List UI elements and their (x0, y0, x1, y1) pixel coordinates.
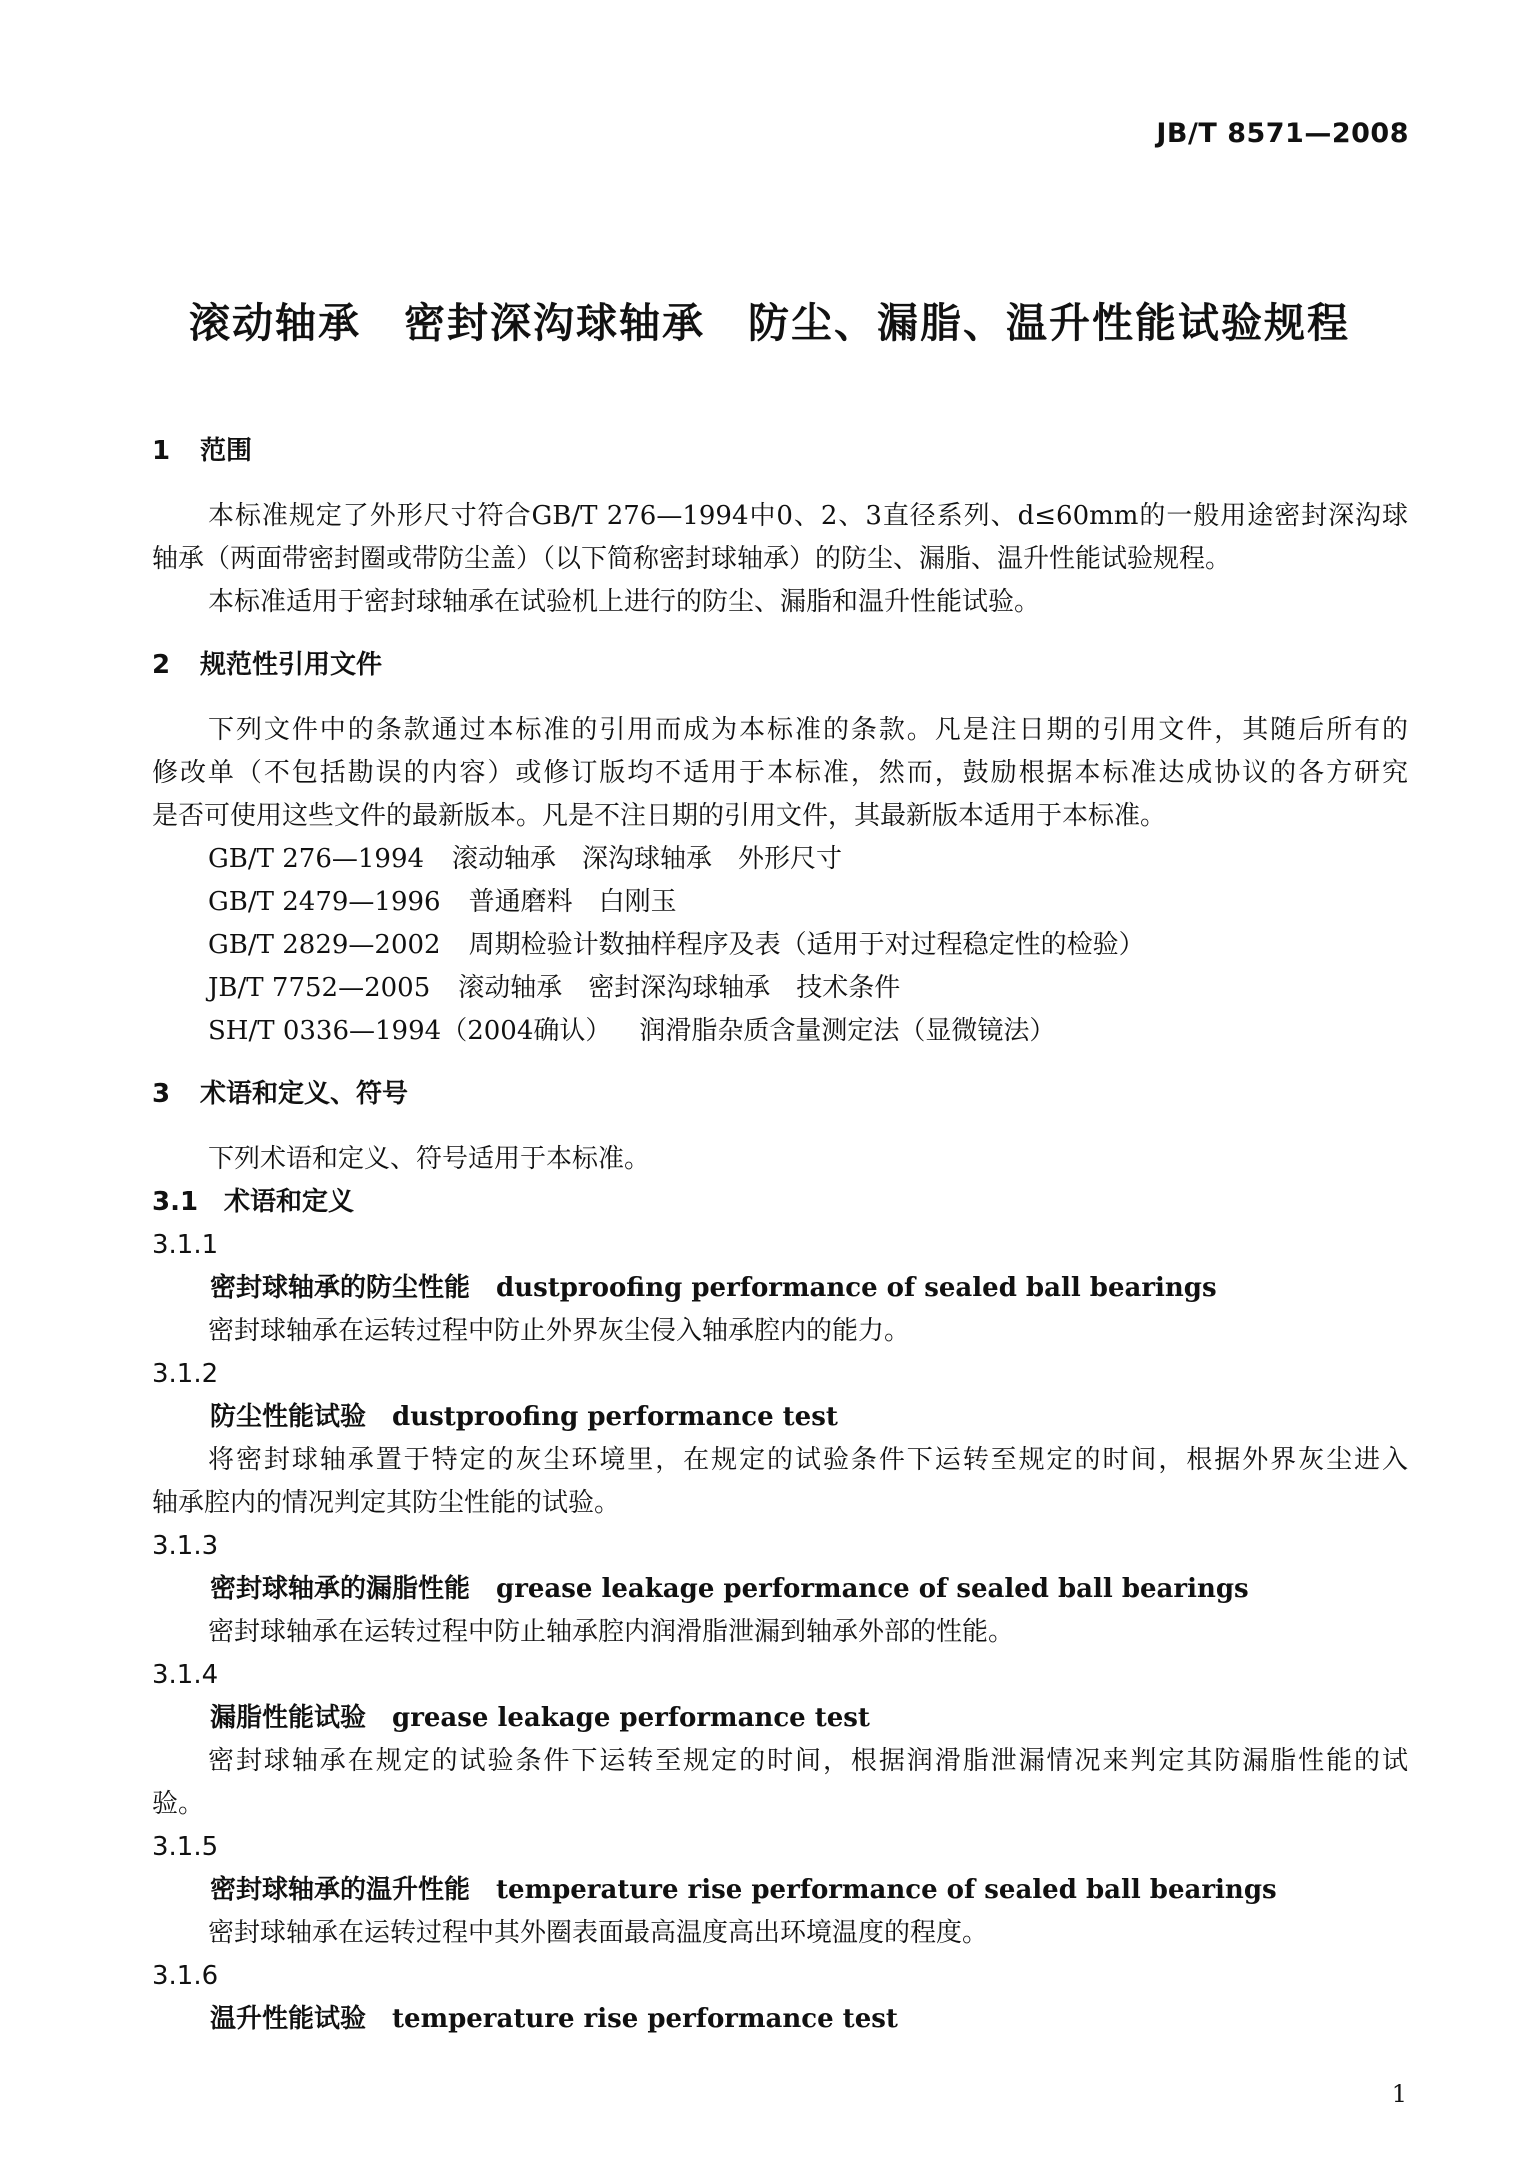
term-en: temperature rise performance test (392, 2004, 898, 2034)
reference-code: GB/T 276—1994 (208, 844, 425, 874)
section-number: 3 (152, 1079, 171, 1109)
paragraph-line: 下列术语和定义、符号适用于本标准。 (208, 1144, 651, 1174)
term-number: 3.1.3 (152, 1531, 219, 1561)
term-definition: 密封球轴承在运转过程中其外圈表面最高温度高出环境温度的程度。 (208, 1918, 989, 1948)
term-zh: 温升性能试验 (210, 2004, 367, 2034)
term-en: temperature rise performance of sealed ball bearings (496, 1875, 1277, 1905)
reference-title: 普通磨料 白刚玉 (468, 887, 677, 917)
term-heading (152, 1396, 1408, 1439)
section-number: 1 (152, 436, 171, 466)
term-zh: 密封球轴承的防尘性能 (210, 1273, 471, 1303)
term-heading (152, 1568, 1408, 1611)
term-en: dustproofing performance of sealed ball bearings (496, 1273, 1217, 1303)
term-definition: 将密封球轴承置于特定的灰尘环境里，在规定的试验条件下运转至规定的时间，根据外界灰尘进入 (208, 1445, 1408, 1475)
term-number: 3.1.1 (152, 1230, 219, 1260)
term-definition: 密封球轴承在运转过程中防止轴承腔内润滑脂泄漏到轴承外部的性能。 (208, 1617, 1015, 1647)
paragraph-line: 下列文件中的条款通过本标准的引用而成为本标准的条款。凡是注日期的引用文件，其随后所有的 (208, 715, 1408, 745)
paragraph-line: 本标准规定了外形尺寸符合GB/T 276—1994中0、2、3直径系列、d≤60mm的一般用途密封深沟球 (208, 501, 1408, 531)
term-number: 3.1.2 (152, 1359, 219, 1389)
section-2-heading (152, 644, 1408, 687)
reference-code: SH/T 0336—1994（2004确认） (208, 1016, 612, 1046)
term-number: 3.1.6 (152, 1961, 219, 1991)
section-title: 术语和定义、符号 (200, 1079, 409, 1109)
term-en: grease leakage performance test (392, 1703, 870, 1733)
paragraph-line: 是否可使用这些文件的最新版本。凡是不注日期的引用文件，其最新版本适用于本标准。 (152, 801, 1167, 831)
reference-code: GB/T 2829—2002 (208, 930, 441, 960)
term-en: dustproofing performance test (392, 1402, 838, 1432)
reference-title: 润滑脂杂质含量测定法（显微镜法） (639, 1016, 1056, 1046)
paragraph-line: 本标准适用于密封球轴承在试验机上进行的防尘、漏脂和温升性能试验。 (208, 587, 1041, 617)
document-title: 滚动轴承 密封深沟球轴承 防尘、漏脂、温升性能试验规程 (189, 299, 1350, 347)
term-number: 3.1.4 (152, 1660, 219, 1690)
reference-item (152, 924, 1408, 967)
reference-code: GB/T 2479—1996 (208, 887, 441, 917)
reference-item (152, 881, 1408, 924)
reference-item (152, 838, 1408, 881)
subsection-number: 3.1 (152, 1187, 199, 1217)
term-heading (152, 1998, 1408, 2041)
term-zh: 密封球轴承的温升性能 (210, 1875, 471, 1905)
section-title: 规范性引用文件 (200, 650, 383, 680)
term-zh: 密封球轴承的漏脂性能 (210, 1574, 471, 1604)
term-definition: 轴承腔内的情况判定其防尘性能的试验。 (152, 1488, 621, 1518)
standard-code: JB/T 8571—2008 (1156, 118, 1409, 149)
term-definition: 密封球轴承在规定的试验条件下运转至规定的时间，根据润滑脂泄漏情况来判定其防漏脂性能的试 (208, 1746, 1408, 1776)
term-zh: 防尘性能试验 (210, 1402, 367, 1432)
reference-title: 周期检验计数抽样程序及表（适用于对过程稳定性的检验） (468, 930, 1145, 960)
term-heading (152, 1697, 1408, 1740)
subsection-title: 术语和定义 (224, 1187, 355, 1217)
term-heading (152, 1267, 1408, 1310)
reference-item (152, 1010, 1408, 1053)
term-en: grease leakage performance of sealed ball bearings (496, 1574, 1249, 1604)
section-1-heading (152, 430, 1408, 473)
term-number: 3.1.5 (152, 1832, 219, 1862)
term-definition: 验。 (152, 1789, 205, 1819)
subsection-heading (152, 1181, 1408, 1224)
section-3-heading (152, 1073, 1408, 1116)
reference-item (152, 967, 1408, 1010)
reference-title: 滚动轴承 密封深沟球轴承 技术条件 (458, 973, 901, 1003)
term-heading (152, 1869, 1408, 1912)
section-number: 2 (152, 650, 171, 680)
term-definition: 密封球轴承在运转过程中防止外界灰尘侵入轴承腔内的能力。 (208, 1316, 911, 1346)
paragraph-line: 修改单（不包括勘误的内容）或修订版均不适用于本标准，然而，鼓励根据本标准达成协议的各方研究 (152, 758, 1408, 788)
reference-title: 滚动轴承 深沟球轴承 外形尺寸 (452, 844, 843, 874)
section-title: 范围 (200, 436, 253, 466)
paragraph-line: 轴承（两面带密封圈或带防尘盖）（以下简称密封球轴承）的防尘、漏脂、温升性能试验规程。 (152, 544, 1232, 574)
reference-code: JB/T 7752—2005 (208, 973, 431, 1003)
document-body (152, 430, 1408, 2041)
term-zh: 漏脂性能试验 (210, 1703, 367, 1733)
page-number: 1 (1391, 2080, 1407, 2108)
